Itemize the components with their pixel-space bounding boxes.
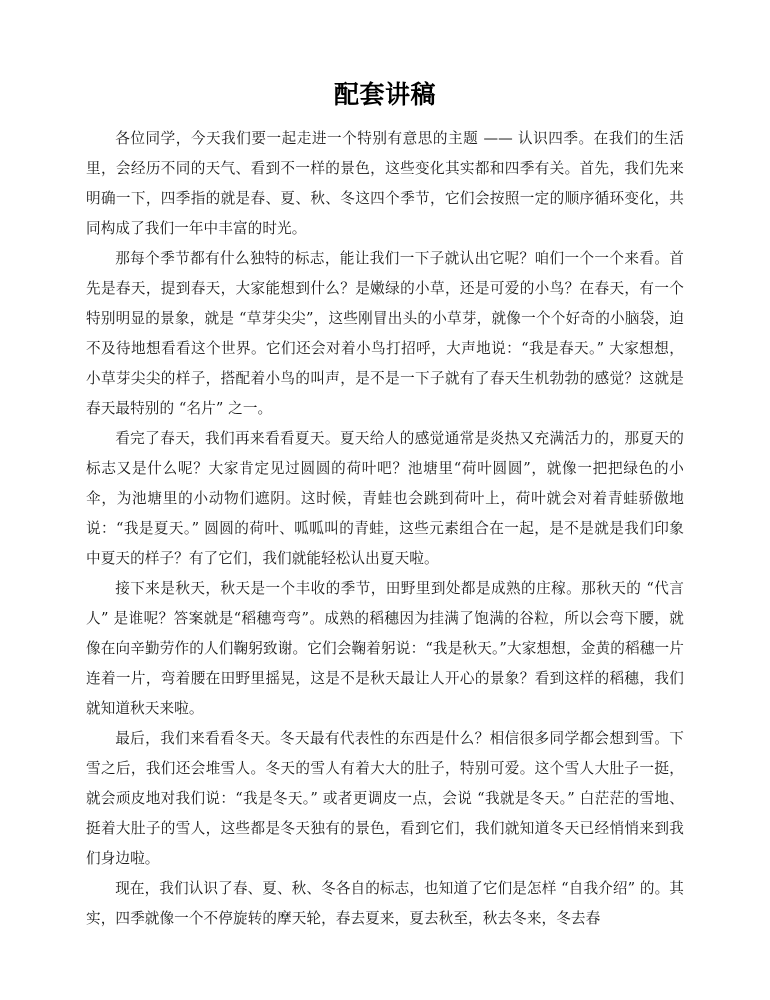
document-body [86, 0, 684, 934]
paragraph-autumn: 接下来是秋天，秋天是一个丰收的季节，田野里到处都是成熟的庄稼。那秋天的 “代言人” 是谁呢？答案就是“稻穗弯弯”。成熟的稻穗因为挂满了饱满的谷粒，所以会弯下腰，就像在向辛勤劳作的人们鞠躬致谢。它们会鞠着躬说：“我是秋天。”大家想想，金黄的稻穗一片连着一片，弯着腰在田野里摇晃，这是不是秋天最让人开心的景象？看到这样的稻穗，我们就知道秋天来啦。 [86, 580, 684, 717]
paragraph-summer: 看完了春天，我们再来看看夏天。夏天给人的感觉通常是炎热又充满活力的，那夏天的标志又是什么呢？大家肯定见过圆圆的荷叶吧？池塘里“荷叶圆圆”，就像一把把绿色的小伞，为池塘里的小动物们遮阴。这时候，青蛙也会跳到荷叶上，荷叶就会对着青蛙骄傲地说：“我是夏天。” 圆圆的荷叶、呱呱叫的青蛙，这些元素组合在一起，是不是就是我们印象中夏天的样子？有了它们，我们就能轻松认出夏天啦。 [86, 430, 684, 567]
title-spacer [86, 112, 684, 124]
paragraph-conclusion: 现在，我们认识了春、夏、秋、冬各自的标志，也知道了它们是怎样 “自我介绍” 的。其实，四季就像一个不停旋转的摩天轮，春去夏来，夏去秋至，秋去冬来，冬去春 [86, 880, 684, 927]
page-title: 配套讲稿 [333, 80, 436, 109]
paragraph-winter: 最后，我们来看看冬天。冬天最有代表性的东西是什么？相信很多同学都会想到雪。下雪之后，我们还会堆雪人。冬天的雪人有着大大的肚子，特别可爱。这个雪人大肚子一挺，就会顽皮地对我们说：“我是冬天。” 或者更调皮一点，会说 “我就是冬天。” 白茫茫的雪地、挺着大肚子的雪人，这些都是冬天独有的景色，看到它们，我们就知道冬天已经悄悄来到我们身边啦。 [86, 730, 684, 867]
paragraph-spring: 那每个季节都有什么独特的标志，能让我们一下子就认出它呢？咱们一个一个来看。首先是春天，提到春天，大家能想到什么？是嫩绿的小草，还是可爱的小鸟？在春天，有一个特别明显的景象，就是 “草芽尖尖”，这些刚冒出头的小草芽，就像一个个好奇的小脑袋，迫不及待地想看看这个世界。它们还会对着小鸟打招呼，大声地说：“我是春天。” 大家想想，小草芽尖尖的样子，搭配着小鸟的叫声，是不是一下子就有了春天生机勃勃的感觉？这就是春天最特别的 “名片” 之一。 [86, 250, 684, 417]
paragraph-intro: 各位同学，今天我们要一起走进一个特别有意思的主题 —— 认识四季。在我们的生活里，会经历不同的天气、看到不一样的景色，这些变化其实都和四季有关。首先，我们先来明确一下，四季指的就是春、夏、秋、冬这四个季节，它们会按照一定的顺序循环变化，共同构成了我们一年中丰富的时光。 [86, 130, 684, 237]
